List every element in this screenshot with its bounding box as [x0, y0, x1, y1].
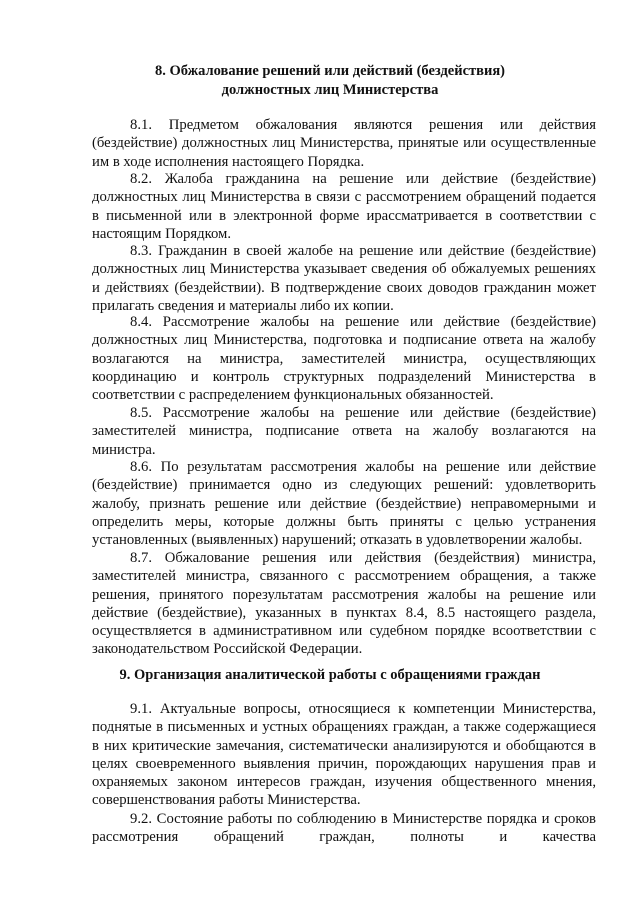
paragraph-8-7: 8.7. Обжалование решения или действия (бездействия) министра, заместителей министра, связанного с рассмотрением обращения, а также решения, принятого порезультатам рассмотрения жалобы на решение или действие (бездействие), указанных в пунктах 8.4, 8.5 настоящего раздела, осуществляется в административном или судебном порядке всоответствии с законодательством Российской Федерации.	[92, 550, 596, 658]
paragraph-8-5: 8.5. Рассмотрение жалобы на решение или действие (бездействие) заместителей министра, подписание ответа на жалобу возлагаются на министра.	[92, 405, 596, 458]
section-9-heading	[60, 666, 600, 685]
section-8-title-line-1: 8. Обжалование решений или действий (бездействия)	[154, 63, 506, 79]
paragraph-8-2: 8.2. Жалоба гражданина на решение или действие (бездействие) должностных лиц Министерства в связи с рассмотрением обращений подается в письменной или в электронной форме ирассматривается в соответствии с настоящим Порядком.	[92, 171, 596, 242]
paragraph-8-4: 8.4. Рассмотрение жалобы на решение или действие (бездействие) должностных лиц Министерства, подготовка и подписание ответа на жалобу возлагаются на министра, заместителей министра, осуществляющих координацию и контроль структурных подразделений Министерства в соответствии с распределением функциональных обязанностей.	[92, 314, 596, 404]
paragraph-8-3: 8.3. Гражданин в своей жалобе на решение или действие (бездействие) должностных лиц Министерства указывает сведения об обжалуемых решениях и действиях (бездействии). В подтверждение своих доводов гражданин может прилагать сведения и материалы либо их копии.	[92, 243, 596, 314]
paragraph-9-2: 9.2. Состояние работы по соблюдению в Министерстве порядка и сроков рассмотрения обращений граждан, полноты и качества	[92, 811, 596, 846]
section-8-heading	[60, 62, 600, 100]
section-8-title-line-2: должностных лиц Министерства	[221, 82, 439, 98]
paragraph-8-6: 8.6. По результатам рассмотрения жалобы на решение или действие (бездействие) принимается одно из следующих решений: удовлетворить жалобу, признать решение или действие (бездействие) неправомерными и определить меры, которые должны быть приняты с целью устранения установленных (выявленных) нарушений; отказать в удовлетворении жалобы.	[92, 459, 596, 549]
section-9-title: 9. Организация аналитической работы с обращениями граждан	[119, 667, 541, 683]
paragraph-9-1: 9.1. Актуальные вопросы, относящиеся к компетенции Министерства, поднятые в письменных и устных обращениях граждан, а также содержащиеся в них критические замечания, систематически анализируются и обобщаются в целях своевременного выявления причин, порождающих нарушения прав и охраняемых законом интересов граждан, изучения общественного мнения, совершенствования работы Министерства.	[92, 701, 596, 809]
paragraph-8-1: 8.1. Предметом обжалования являются решения или действия (бездействие) должностных лиц Министерства, принятые или осуществленные им в ходе исполнения настоящего Порядка.	[92, 117, 596, 170]
